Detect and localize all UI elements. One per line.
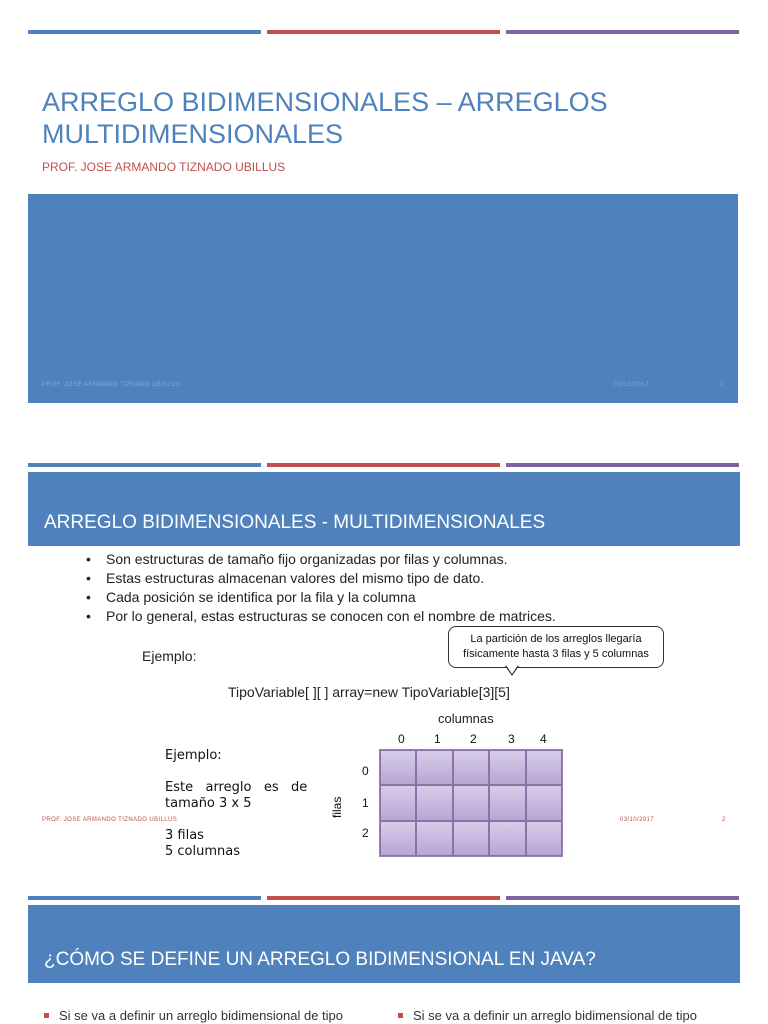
column-index: 4	[540, 732, 547, 746]
diagram-description	[165, 748, 307, 860]
slide-2-footer-page: 2	[722, 817, 726, 823]
matrix-cell	[489, 821, 525, 856]
matrix-cell	[453, 750, 489, 785]
matrix-cell	[526, 821, 562, 856]
slide-2-header	[28, 472, 740, 546]
diagram-text-line: Ejemplo:	[165, 748, 222, 763]
diagram-text-line	[165, 764, 307, 780]
accent-bar-blue	[28, 896, 261, 900]
row-index: 2	[362, 826, 369, 840]
matrix-cell	[380, 821, 416, 856]
square-bullet-icon	[44, 1013, 49, 1018]
diagram-text-line	[165, 812, 307, 828]
diagram-text-line: Este arreglo es de	[165, 780, 308, 795]
callout-line-1: La partición de los arreglos llegaría	[470, 633, 642, 645]
matrix-cell	[526, 750, 562, 785]
matrix-cell	[453, 821, 489, 856]
slide-3-header	[28, 905, 740, 983]
bullet-text: Si se va a definir un arreglo bidimensional de tipo	[413, 1008, 698, 1023]
matrix-cell	[380, 750, 416, 785]
accent-bar-purple	[506, 463, 739, 467]
slide-3-title: ¿CÓMO SE DEFINE UN ARREGLO BIDIMENSIONAL EN JAVA?	[44, 949, 596, 970]
bullet-text: Si se va a definir un arreglo bidimensional de tipo	[59, 1008, 344, 1023]
slide-2-footer-author: PROF. JOSE ARMANDO TIZNADO UBILLUS	[42, 817, 178, 823]
diagram-text-line: 5 columnas	[165, 844, 240, 859]
matrix-cell	[453, 785, 489, 820]
rows-axis-label: filas	[330, 796, 344, 818]
matrix-grid	[379, 749, 563, 857]
column-index: 0	[398, 732, 405, 746]
row-index: 0	[362, 764, 369, 778]
diagram-text-line: tamaño 3 x 5	[165, 796, 252, 811]
slide-1-footer-page: 1	[720, 382, 724, 388]
accent-bar-red	[267, 463, 500, 467]
columns-axis-label: columnas	[438, 711, 494, 726]
title-line-1: ARREGLO BIDIMENSIONALES – ARREGLOS	[42, 87, 608, 117]
matrix-cell	[416, 750, 452, 785]
slide-3-bullet-left	[44, 1008, 343, 1023]
matrix-cell	[416, 785, 452, 820]
title-line-2: MULTIDIMENSIONALES	[42, 119, 344, 149]
slide-2-title: ARREGLO BIDIMENSIONALES - MULTIDIMENSIONALES	[44, 512, 546, 533]
slide-1-panel	[28, 194, 738, 403]
accent-bar-red	[267, 896, 500, 900]
column-index: 1	[434, 732, 441, 746]
accent-bar-blue	[28, 30, 261, 34]
bullet-item: • Estas estructuras almacenan valores del mismo tipo de dato.	[86, 569, 556, 588]
diagram-text-line: 3 filas	[165, 828, 204, 843]
matrix-cell	[489, 750, 525, 785]
bullet-item: • Cada posición se identifica por la fila y la columna	[86, 588, 556, 607]
bullet-item: • Por lo general, estas estructuras se conocen con el nombre de matrices.	[86, 607, 556, 626]
ejemplo-label: Ejemplo:	[142, 648, 197, 664]
slide-1-subtitle: PROF. JOSE ARMANDO TIZNADO UBILLUS	[42, 160, 286, 174]
callout-pointer-fill	[506, 665, 518, 674]
slide-1-title	[42, 86, 742, 150]
callout-line-2: físicamente hasta 3 filas y 5 columnas	[463, 648, 649, 660]
slide-1-footer-date: 03/10/2017	[614, 382, 650, 388]
slide-1-footer-author: PROF. JOSE ARMANDO TIZNADO UBILLUS	[42, 382, 181, 388]
matrix-cell	[489, 785, 525, 820]
callout-box	[448, 626, 664, 668]
matrix-cell	[380, 785, 416, 820]
column-index: 3	[508, 732, 515, 746]
slide-3-bullet-right	[398, 1008, 697, 1023]
accent-bar-purple	[506, 896, 739, 900]
slide-2-bullet-list	[86, 550, 556, 626]
accent-bar-red	[267, 30, 500, 34]
matrix-cell	[526, 785, 562, 820]
slide-2-footer-date: 03/10/2017	[620, 817, 655, 823]
row-index: 1	[362, 796, 369, 810]
square-bullet-icon	[398, 1013, 403, 1018]
bullet-item: • Son estructuras de tamaño fijo organizadas por filas y columnas.	[86, 550, 556, 569]
column-index: 2	[470, 732, 477, 746]
accent-bar-purple	[506, 30, 739, 34]
matrix-cell	[416, 821, 452, 856]
code-declaration: TipoVariable[ ][ ] array=new TipoVariable[3][5]	[228, 684, 510, 700]
accent-bar-blue	[28, 463, 261, 467]
